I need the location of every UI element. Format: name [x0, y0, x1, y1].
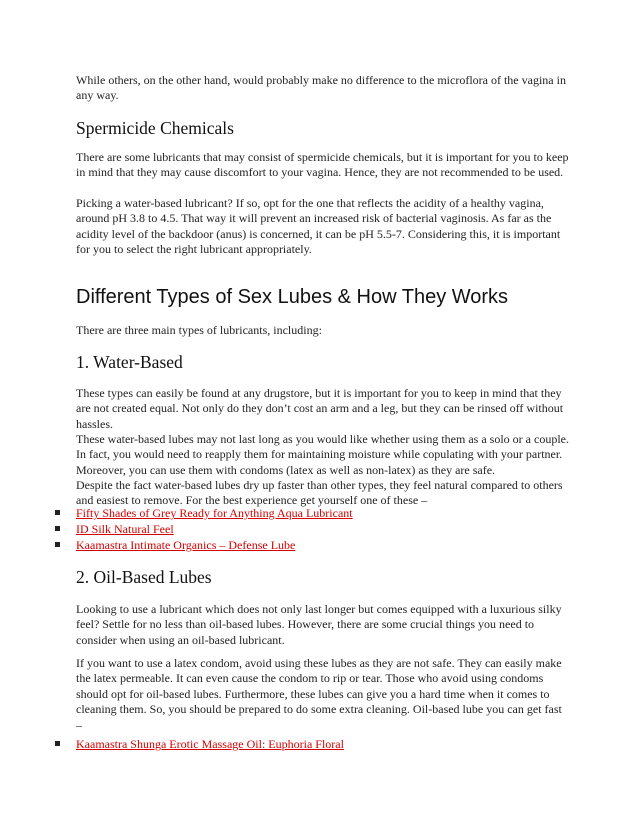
oil-based-product-list: [0, 736, 638, 752]
square-bullet-icon: [55, 510, 60, 515]
spermicide-paragraph-1: There are some lubricants that may consist of spermicide chemicals, but it is important for you to keep in mind that they may cause discomfort to your vagina. Hence, they are not recommended to be used.: [76, 150, 569, 180]
water-based-paragraph-1: These types can easily be found at any drugstore, but it is important for you to keep in mind that they are not created equal. Not only do they don’t cost an arm and a leg, but they can be rinsed off without hassles.: [76, 386, 564, 431]
square-bullet-icon: [55, 741, 60, 746]
water-based-paragraph-3: Despite the fact water-based lubes dry up faster than other types, they feel natural compared to others and easiest to remove. For the best experience get yourself one of these –: [76, 478, 563, 508]
list-item: [0, 537, 638, 553]
intro-paragraph: While others, on the other hand, would probably make no difference to the microflora of the vagina in any way.: [76, 73, 566, 103]
water-based-heading: 1. Water-Based: [76, 352, 183, 372]
product-link-defense-lube[interactable]: Kaamastra Intimate Organics – Defense Lube: [76, 538, 296, 552]
product-link-massage-oil[interactable]: Kaamastra Shunga Erotic Massage Oil: Euphoria Floral: [76, 737, 344, 751]
list-item: [0, 521, 638, 537]
square-bullet-icon: [55, 542, 60, 547]
oil-based-paragraph-2: If you want to use a latex condom, avoid using these lubes as they are not safe. They can easily make the latex permeable. It can even cause the condom to rip or tear. Those who avoid using condoms should opt for oil-based lubes. Furthermore, these lubes can give you a hard time when it comes to cleaning them. So, you should be prepared to do some extra cleaning. Oil-based lube you can get fast –: [76, 656, 562, 732]
list-item: [0, 736, 638, 752]
oil-based-paragraph-1: Looking to use a lubricant which does not only last longer but comes equipped with a luxurious silky feel? Settle for no less than oil-based lubes. However, there are some crucial things you need to consider when using an oil-based lubricant.: [76, 602, 562, 647]
square-bullet-icon: [55, 526, 60, 531]
water-based-product-list: [0, 505, 638, 553]
product-link-aqua-lubricant[interactable]: Fifty Shades of Grey Ready for Anything Aqua Lubricant: [76, 506, 353, 520]
types-heading: Different Types of Sex Lubes & How They Works: [76, 286, 509, 308]
water-based-paragraph-2: These water-based lubes may not last long as you would like whether using them as a solo or a couple. In fact, you would need to reapply them for maintaining moisture while copulating with your partner. Moreover, you can use them with condoms (latex as well as non-latex) as they are safe.: [76, 432, 569, 477]
oil-based-heading: 2. Oil-Based Lubes: [76, 567, 212, 587]
types-intro: There are three main types of lubricants, including:: [76, 323, 322, 337]
product-link-id-silk[interactable]: ID Silk Natural Feel: [76, 522, 174, 536]
list-item: [0, 505, 638, 521]
spermicide-heading: Spermicide Chemicals: [76, 118, 234, 138]
spermicide-paragraph-2: Picking a water-based lubricant? If so, opt for the one that reflects the acidity of a healthy vagina, around pH 3.8 to 4.5. That way it will prevent an increased risk of bacterial vaginosis. As far as the acidity level of the backdoor (anus) is concerned, it can be pH 5.5-7. Considering this, it is important for you to select the right lubricant appropriately.: [76, 196, 561, 257]
